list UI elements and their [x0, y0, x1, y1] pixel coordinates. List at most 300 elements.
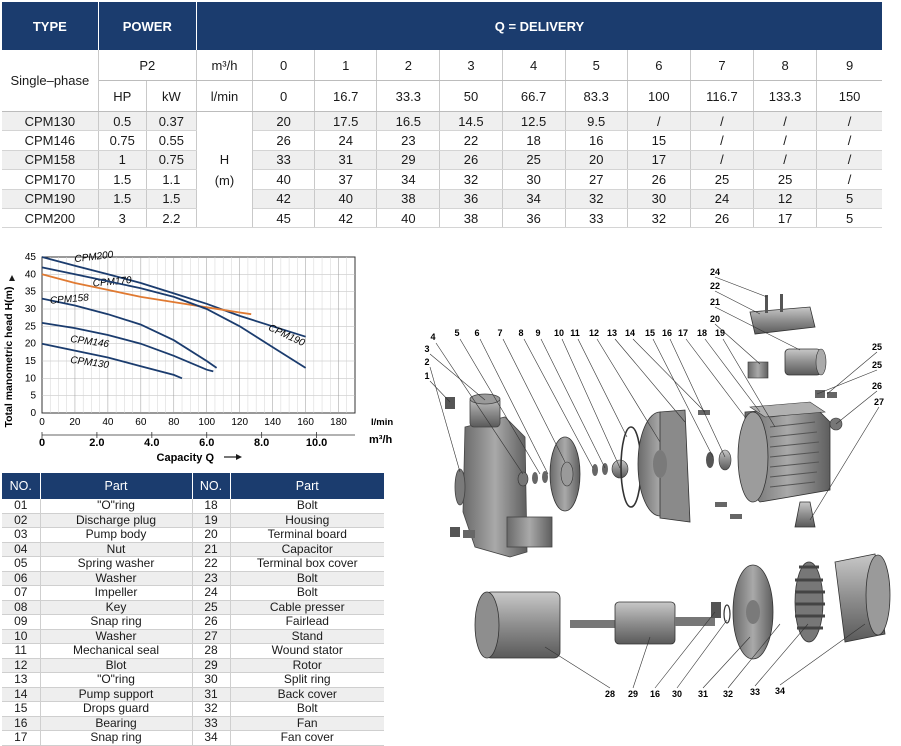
part-name-cell: Impeller: [40, 586, 192, 601]
head-value-cell: 26: [627, 170, 690, 189]
hp-cell: 1.5: [98, 170, 146, 189]
q-m3h: 0: [253, 50, 315, 81]
part-no-cell: 14: [2, 687, 40, 702]
y-tick-label: 45: [24, 252, 36, 263]
part-name-cell: Nut: [40, 542, 192, 557]
leader-line: [703, 637, 750, 688]
delivery-header: Q = DELIVERY: [196, 2, 882, 50]
model-cell: CPM146: [2, 131, 98, 150]
x-unit-m3h: m³/h: [369, 434, 393, 446]
hp-cell: 0.75: [98, 131, 146, 150]
parts-row: [2, 687, 384, 702]
model-cell: CPM200: [2, 208, 98, 227]
q-lmin: 133.3: [754, 81, 817, 112]
head-value-cell: /: [754, 112, 817, 131]
part-label: 17: [677, 328, 689, 338]
head-h-label: H: [219, 151, 230, 167]
head-value-cell: /: [690, 131, 753, 150]
leader-line: [715, 277, 767, 297]
part-label: 18: [696, 328, 708, 338]
q-lmin: 116.7: [690, 81, 753, 112]
head-value-cell: /: [817, 150, 882, 169]
part-no-cell: 10: [2, 629, 40, 644]
exploded-view-drawing: [415, 262, 897, 702]
q-m3h: 2: [377, 50, 440, 81]
x-tick-label-lmin: 40: [102, 417, 114, 428]
head-value-cell: 32: [565, 189, 627, 208]
leader-line: [545, 647, 610, 688]
head-value-cell: /: [754, 150, 817, 169]
part-no-cell: 01: [2, 499, 40, 513]
y-tick-label: 10: [24, 373, 36, 385]
capacitor: [785, 349, 826, 375]
x-tick-label-lmin: 140: [264, 417, 281, 428]
head-value-cell: /: [817, 131, 882, 150]
x-tick-label-m3h: 2.0: [89, 437, 105, 449]
part-name-cell: Split ring: [230, 673, 384, 688]
q-m3h: 1: [315, 50, 377, 81]
x-axis-arrowhead-icon: [236, 454, 242, 460]
head-value-cell: 17: [627, 150, 690, 169]
head-value-cell: 5: [817, 208, 882, 227]
x-tick-label-m3h: 10.0: [305, 437, 328, 449]
curve-label: CPM200: [73, 249, 114, 266]
fan: [795, 562, 825, 642]
part-name-cell: Fan: [230, 716, 384, 731]
motor-housing: [738, 402, 830, 502]
part-label: 10: [553, 328, 565, 338]
part-name-cell: Washer: [40, 571, 192, 586]
leader-line: [430, 367, 460, 472]
part-name-cell: Pump support: [40, 687, 192, 702]
impeller: [550, 437, 580, 511]
part-no-cell: 11: [2, 644, 40, 659]
part-label: 9: [535, 328, 541, 338]
head-value-cell: 40: [377, 208, 440, 227]
part-label: 15: [644, 328, 656, 338]
model-cell: CPM170: [2, 170, 98, 189]
part-no-cell: 08: [2, 600, 40, 615]
head-value-cell: 26: [690, 208, 753, 227]
head-value-cell: 26: [440, 150, 502, 169]
y-tick-label: 25: [24, 321, 36, 333]
part-no-cell: 32: [192, 702, 230, 717]
curve-label: CPM158: [49, 292, 90, 307]
leader-line: [633, 637, 650, 688]
part-no-cell: 26: [192, 615, 230, 630]
part-no-cell: 18: [192, 499, 230, 513]
spec-row: [2, 170, 882, 189]
parts-row: [2, 528, 384, 543]
head-value-cell: 23: [377, 131, 440, 150]
x-tick-label-lmin: 120: [231, 417, 249, 428]
parts-row: [2, 629, 384, 644]
part-name-cell: Snap ring: [40, 615, 192, 630]
part-no-cell: 22: [192, 557, 230, 572]
x-tick-label-lmin: 80: [168, 417, 180, 428]
parts-row: [2, 702, 384, 717]
q-lmin: 16.7: [315, 81, 377, 112]
part-label: 5: [454, 328, 460, 338]
part-label: 1: [424, 371, 430, 381]
parts-row: [2, 542, 384, 557]
head-value-cell: 22: [440, 131, 502, 150]
head-value-cell: 12: [754, 189, 817, 208]
head-value-cell: 14.5: [440, 112, 502, 131]
model-cell: CPM158: [2, 150, 98, 169]
head-value-cell: 15: [627, 131, 690, 150]
head-value-cell: 12.5: [502, 112, 565, 131]
leader-line: [677, 620, 727, 688]
q-m3h: 9: [817, 50, 882, 81]
part-name-cell: Blot: [40, 658, 192, 673]
part-label: 28: [604, 689, 616, 699]
part-label: 30: [671, 689, 683, 699]
part-label: 34: [774, 686, 786, 696]
head-value-cell: 20: [565, 150, 627, 169]
head-value-cell: 34: [377, 170, 440, 189]
parts-part-header: Part: [230, 473, 384, 499]
part-label: 11: [570, 328, 580, 338]
q-m3h: 7: [690, 50, 753, 81]
rotor: [570, 602, 715, 644]
part-name-cell: Bearing: [40, 716, 192, 731]
y-tick-label: 15: [24, 356, 36, 367]
part-label: 7: [497, 328, 503, 338]
q-m3h: 5: [565, 50, 627, 81]
hp-cell: 3: [98, 208, 146, 227]
curve-label: CPM130: [69, 354, 110, 372]
q-lmin: 33.3: [377, 81, 440, 112]
part-no-cell: 29: [192, 658, 230, 673]
parts-row: [2, 644, 384, 659]
part-no-cell: 16: [2, 716, 40, 731]
model-cell: CPM190: [2, 189, 98, 208]
part-no-cell: 28: [192, 644, 230, 659]
part-name-cell: Mechanical seal: [40, 644, 192, 659]
part-label: 19: [714, 328, 726, 338]
part-label: 8: [518, 328, 524, 338]
x-tick-label-m3h: 6.0: [199, 437, 215, 449]
parts-row: [2, 615, 384, 630]
q-m3h: 3: [440, 50, 502, 81]
leader-line: [615, 339, 685, 422]
y-axis-label: Total manometric head H(m): [3, 286, 15, 428]
model-cell: CPM130: [2, 112, 98, 131]
parts-row: [2, 600, 384, 615]
leader-line: [597, 339, 660, 442]
head-value-cell: 25: [502, 150, 565, 169]
head-value-cell: 25: [754, 170, 817, 189]
part-no-cell: 07: [2, 586, 40, 601]
part-name-cell: Terminal box cover: [230, 557, 384, 572]
x-tick-label-m3h: 8.0: [254, 437, 270, 449]
x-tick-label-lmin: 60: [135, 417, 147, 428]
spec-row: [2, 131, 882, 150]
part-label: 24: [709, 267, 721, 277]
part-no-cell: 03: [2, 528, 40, 543]
leader-line: [836, 391, 877, 424]
head-m-label: (m): [214, 172, 235, 188]
x-tick-label-lmin: 180: [330, 417, 347, 428]
y-tick-label: 35: [24, 286, 36, 298]
part-label: 16: [649, 689, 661, 699]
spec-row: [2, 150, 882, 169]
part-name-cell: Back cover: [230, 687, 384, 702]
head-value-cell: 27: [565, 170, 627, 189]
part-label: 21: [709, 297, 721, 307]
q-lmin: 66.7: [502, 81, 565, 112]
part-no-cell: 15: [2, 702, 40, 717]
part-name-cell: Pump body: [40, 528, 192, 543]
part-name-cell: Bolt: [230, 702, 384, 717]
kw-label: kW: [146, 81, 196, 112]
terminal-board: [748, 362, 768, 378]
part-label: 25: [871, 360, 883, 370]
q-lmin: 83.3: [565, 81, 627, 112]
q-m3h: 6: [627, 50, 690, 81]
head-value-cell: 36: [440, 189, 502, 208]
part-label: 32: [722, 689, 734, 699]
kw-cell: 1.5: [146, 189, 196, 208]
part-label: 29: [627, 689, 639, 699]
part-name-cell: Bolt: [230, 571, 384, 586]
q-lmin: 50: [440, 81, 502, 112]
part-name-cell: Fan cover: [230, 731, 384, 746]
hp-cell: 1.5: [98, 189, 146, 208]
y-tick-label: 30: [24, 304, 36, 315]
hp-cell: 1: [98, 150, 146, 169]
hp-cell: 0.5: [98, 112, 146, 131]
part-no-cell: 20: [192, 528, 230, 543]
parts-no-header: NO.: [2, 473, 40, 499]
part-no-cell: 02: [2, 513, 40, 528]
head-value-cell: 45: [253, 208, 315, 227]
x-unit-lmin: l/min: [371, 417, 394, 428]
head-value-cell: 9.5: [565, 112, 627, 131]
part-name-cell: Washer: [40, 629, 192, 644]
head-value-cell: 36: [502, 208, 565, 227]
part-label: 4: [430, 332, 436, 342]
part-label: 6: [474, 328, 480, 338]
leader-line: [780, 624, 865, 685]
head-value-cell: 32: [440, 170, 502, 189]
parts-row: [2, 658, 384, 673]
head-value-cell: 30: [627, 189, 690, 208]
y-tick-label: 0: [30, 408, 36, 419]
head-value-cell: 25: [690, 170, 753, 189]
y-tick-label: 20: [24, 338, 36, 350]
part-no-cell: 30: [192, 673, 230, 688]
bearing-parts: [698, 410, 742, 519]
part-no-cell: 12: [2, 658, 40, 673]
head-value-cell: /: [817, 112, 882, 131]
head-value-cell: 5: [817, 189, 882, 208]
performance-chart-svg: [0, 245, 400, 470]
part-no-cell: 17: [2, 731, 40, 746]
part-no-cell: 13: [2, 673, 40, 688]
head-value-cell: 33: [253, 150, 315, 169]
kw-cell: 2.2: [146, 208, 196, 227]
head-value-cell: 29: [377, 150, 440, 169]
part-name-cell: Key: [40, 600, 192, 615]
head-value-cell: /: [690, 112, 753, 131]
q-lmin: 150: [817, 81, 882, 112]
head-value-cell: 37: [315, 170, 377, 189]
power-header: POWER: [98, 2, 196, 50]
kw-cell: 0.55: [146, 131, 196, 150]
head-value-cell: /: [754, 131, 817, 150]
part-name-cell: Discharge plug: [40, 513, 192, 528]
head-value-cell: 42: [253, 189, 315, 208]
spec-row: [2, 112, 882, 131]
part-name-cell: Bolt: [230, 586, 384, 601]
q-m3h: 8: [754, 50, 817, 81]
q-m3h: 4: [502, 50, 565, 81]
part-name-cell: Drops guard: [40, 702, 192, 717]
parts-part-header: Part: [40, 473, 192, 499]
head-value-cell: 17: [754, 208, 817, 227]
x-tick-label-lmin: 20: [69, 417, 81, 428]
part-no-cell: 19: [192, 513, 230, 528]
head-value-cell: 16.5: [377, 112, 440, 131]
pump-support: [638, 410, 690, 522]
head-value-cell: /: [690, 150, 753, 169]
part-name-cell: Cable presser: [230, 600, 384, 615]
parts-row: [2, 513, 384, 528]
part-label: 14: [624, 328, 636, 338]
seal-parts: [592, 460, 628, 478]
part-label: 27: [873, 397, 885, 407]
part-name-cell: Stand: [230, 629, 384, 644]
part-name-cell: Rotor: [230, 658, 384, 673]
head-value-cell: 24: [315, 131, 377, 150]
parts-row: [2, 586, 384, 601]
part-name-cell: "O"ring: [40, 499, 192, 513]
head-value-cell: 38: [440, 208, 502, 227]
part-no-cell: 04: [2, 542, 40, 557]
m3h-unit: m³/h: [196, 50, 252, 81]
head-value-cell: 40: [253, 170, 315, 189]
curve-label: CPM190: [266, 322, 307, 349]
x-tick-label-lmin: 160: [297, 417, 314, 428]
part-name-cell: Capacitor: [230, 542, 384, 557]
part-no-cell: 25: [192, 600, 230, 615]
part-no-cell: 21: [192, 542, 230, 557]
part-label: 16: [661, 328, 673, 338]
parts-row: [2, 731, 384, 746]
part-label: 12: [588, 328, 600, 338]
x-axis-label: Capacity Q: [156, 452, 214, 464]
head-value-cell: 24: [690, 189, 753, 208]
back-cover: [733, 565, 773, 659]
head-value-cell: 18: [502, 131, 565, 150]
q-lmin: 100: [627, 81, 690, 112]
part-no-cell: 23: [192, 571, 230, 586]
head-value-cell: 30: [502, 170, 565, 189]
part-name-cell: Wound stator: [230, 644, 384, 659]
part-no-cell: 34: [192, 731, 230, 746]
y-axis-arrowhead-icon: [9, 275, 15, 281]
kw-cell: 0.37: [146, 112, 196, 131]
head-value-cell: /: [817, 170, 882, 189]
part-no-cell: 24: [192, 586, 230, 601]
part-name-cell: Snap ring: [40, 731, 192, 746]
type-header: TYPE: [2, 2, 98, 50]
head-value-cell: 17.5: [315, 112, 377, 131]
leader-line: [817, 370, 877, 394]
part-name-cell: "O"ring: [40, 673, 192, 688]
part-name-cell: Bolt: [230, 499, 384, 513]
part-name-cell: Spring washer: [40, 557, 192, 572]
leader-line: [430, 381, 450, 402]
part-no-cell: 31: [192, 687, 230, 702]
head-unit-cell: [196, 112, 252, 228]
part-no-cell: 05: [2, 557, 40, 572]
part-label: 2: [424, 357, 430, 367]
head-value-cell: 40: [315, 189, 377, 208]
head-value-cell: 38: [377, 189, 440, 208]
part-name-cell: Terminal board: [230, 528, 384, 543]
y-tick-label: 40: [24, 269, 36, 281]
single-phase-label: Single–phase: [2, 50, 98, 112]
leader-line: [715, 324, 760, 364]
performance-chart: [0, 245, 400, 470]
part-label: 31: [697, 689, 709, 699]
leader-line: [578, 339, 627, 437]
parts-row: [2, 571, 384, 586]
q-lmin: 0: [253, 81, 315, 112]
spec-row: [2, 189, 882, 208]
parts-row: [2, 673, 384, 688]
spec-row: [2, 208, 882, 227]
x-tick-label-lmin: 100: [198, 417, 216, 428]
head-value-cell: 33: [565, 208, 627, 227]
part-no-cell: 27: [192, 629, 230, 644]
part-name-cell: Housing: [230, 513, 384, 528]
part-label: 3: [424, 344, 430, 354]
part-name-cell: Fairlead: [230, 615, 384, 630]
parts-row: [2, 557, 384, 572]
parts-row: [2, 499, 384, 513]
part-label: 25: [871, 342, 883, 352]
head-value-cell: 32: [627, 208, 690, 227]
kw-cell: 0.75: [146, 150, 196, 169]
part-no-cell: 06: [2, 571, 40, 586]
x-tick-label-m3h: 0: [38, 437, 46, 449]
head-value-cell: /: [627, 112, 690, 131]
leader-line: [430, 354, 485, 400]
curve-label: CPM146: [69, 334, 110, 351]
parts-no-header: NO.: [192, 473, 230, 499]
head-value-cell: 16: [565, 131, 627, 150]
x-tick-label-lmin: 0: [39, 417, 45, 428]
head-value-cell: 20: [253, 112, 315, 131]
head-value-cell: 34: [502, 189, 565, 208]
head-value-cell: 42: [315, 208, 377, 227]
parts-table: [2, 473, 384, 746]
head-value-cell: 26: [253, 131, 315, 150]
curve-label: CPM170: [92, 275, 133, 290]
stand: [795, 502, 815, 527]
fan-cover: [835, 554, 890, 642]
part-label: 20: [709, 314, 721, 324]
part-no-cell: 09: [2, 615, 40, 630]
part-label: 22: [709, 281, 721, 291]
part-label: 26: [871, 381, 883, 391]
kw-cell: 1.1: [146, 170, 196, 189]
parts-row: [2, 716, 384, 731]
